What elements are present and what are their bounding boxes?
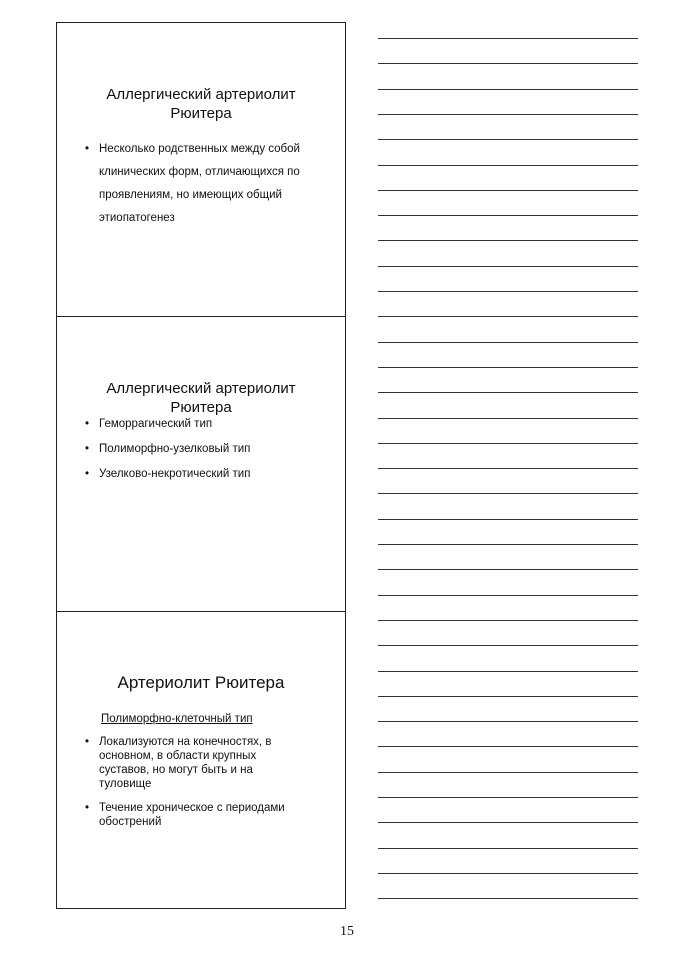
note-line bbox=[378, 848, 638, 849]
note-line bbox=[378, 595, 638, 596]
note-line bbox=[378, 38, 638, 39]
note-line bbox=[378, 696, 638, 697]
slide-title bbox=[57, 85, 345, 123]
bullet-text: Узелково-некротический тип bbox=[99, 468, 251, 480]
slide-title-line: Артериолит Рюитера bbox=[117, 673, 285, 692]
note-line bbox=[378, 367, 638, 368]
slide-1 bbox=[57, 23, 345, 317]
slide-2 bbox=[57, 317, 345, 612]
slides-column bbox=[56, 22, 346, 909]
note-line bbox=[378, 63, 638, 64]
note-line bbox=[378, 493, 638, 494]
note-line bbox=[378, 569, 638, 570]
note-line bbox=[378, 873, 638, 874]
note-line bbox=[378, 620, 638, 621]
note-line bbox=[378, 645, 638, 646]
bullet-list bbox=[85, 735, 285, 839]
note-line bbox=[378, 418, 638, 419]
notes-lines bbox=[378, 38, 638, 908]
bullet-item bbox=[85, 417, 337, 431]
note-line bbox=[378, 772, 638, 773]
bullet-item bbox=[85, 801, 285, 829]
slide-subtitle: Полиморфно-клеточный тип bbox=[101, 713, 253, 725]
note-line bbox=[378, 746, 638, 747]
bullet-icon: • bbox=[85, 802, 90, 814]
bullet-list bbox=[85, 138, 337, 230]
note-line bbox=[378, 114, 638, 115]
slide-title-line: Аллергический артериолит bbox=[106, 380, 296, 397]
note-line bbox=[378, 89, 638, 90]
bullet-text: Течение хроническое с периодами обострений bbox=[99, 802, 285, 828]
note-line bbox=[378, 215, 638, 216]
note-line bbox=[378, 468, 638, 469]
bullet-item bbox=[85, 735, 285, 791]
note-line bbox=[378, 316, 638, 317]
slide-title-line: Рюитера bbox=[170, 399, 232, 416]
slide-3 bbox=[57, 612, 345, 908]
note-line bbox=[378, 443, 638, 444]
note-line bbox=[378, 266, 638, 267]
bullet-item bbox=[85, 442, 337, 456]
note-line bbox=[378, 342, 638, 343]
note-line bbox=[378, 392, 638, 393]
note-line bbox=[378, 822, 638, 823]
bullet-item bbox=[85, 138, 337, 230]
slide-title bbox=[57, 672, 345, 694]
note-line bbox=[378, 190, 638, 191]
slide-title-line: Аллергический артериолит bbox=[106, 86, 296, 103]
slide-title bbox=[57, 379, 345, 417]
bullet-icon: • bbox=[85, 443, 90, 455]
bullet-text: Полиморфно-узелковый тип bbox=[99, 443, 251, 455]
bullet-icon: • bbox=[85, 418, 90, 430]
bullet-icon: • bbox=[85, 736, 90, 748]
bullet-icon: • bbox=[85, 143, 90, 155]
bullet-text: Локализуются на конечностях, в основном, в области крупных суставов, но могут быть и на туловище bbox=[99, 736, 272, 790]
note-line bbox=[378, 721, 638, 722]
note-line bbox=[378, 797, 638, 798]
note-line bbox=[378, 139, 638, 140]
note-line bbox=[378, 519, 638, 520]
page-number: 15 bbox=[340, 924, 354, 939]
bullet-text: Несколько родственных между собой клинических форм, отличающихся по проявлениям, но имеющих общий этиопатогенез bbox=[99, 143, 300, 224]
note-line bbox=[378, 240, 638, 241]
bullet-text: Геморрагический тип bbox=[99, 418, 213, 430]
bullet-icon: • bbox=[85, 468, 90, 480]
slide-title-line: Рюитера bbox=[170, 105, 232, 122]
note-line bbox=[378, 544, 638, 545]
note-line bbox=[378, 165, 638, 166]
note-line bbox=[378, 898, 638, 899]
bullet-list bbox=[85, 417, 337, 492]
bullet-item bbox=[85, 467, 337, 481]
note-line bbox=[378, 671, 638, 672]
note-line bbox=[378, 291, 638, 292]
